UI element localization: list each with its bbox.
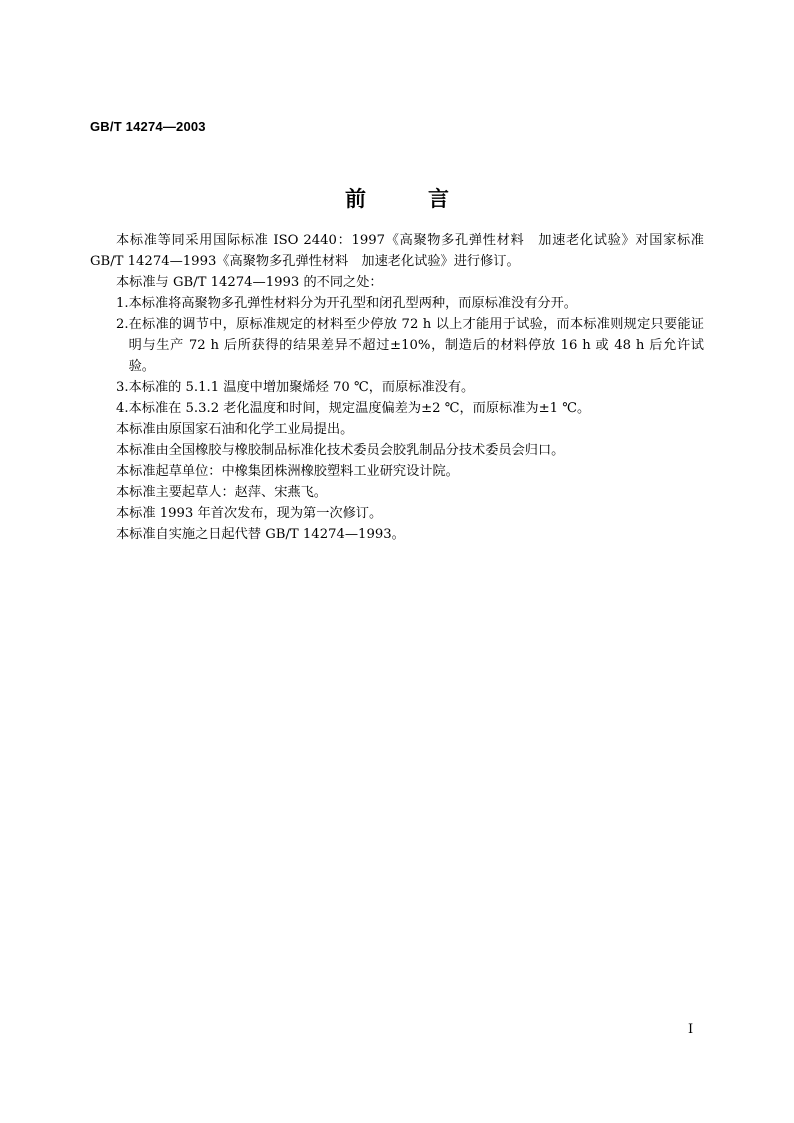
closing-paragraph: 本标准自实施之日起代替 GB/T 14274—1993。 bbox=[116, 527, 405, 542]
foreword-body bbox=[90, 230, 704, 545]
closing-paragraph: 本标准由原国家石油和化学工业局提出。 bbox=[116, 422, 354, 437]
intro-paragraph: 本标准等同采用国际标准 ISO 2440：1997《高聚物多孔弹性材料 加速老化试验》对国家标准GB/T 14274—1993《高聚物多孔弹性材料 加速老化试验》进行修订。 bbox=[90, 233, 704, 269]
intro-paragraph: 本标准与 GB/T 14274—1993 的不同之处： bbox=[116, 275, 383, 290]
page-title: 前言 bbox=[345, 186, 511, 211]
difference-item bbox=[90, 377, 704, 398]
page-number: I bbox=[688, 1022, 694, 1037]
closing-paragraph: 本标准由全国橡胶与橡胶制品标准化技术委员会胶乳制品分技术委员会归口。 bbox=[116, 443, 565, 458]
closing-paragraph: 本标准 1993 年首次发布，现为第一次修订。 bbox=[116, 506, 383, 521]
difference-number: 2. bbox=[116, 317, 129, 332]
difference-number: 3. bbox=[116, 380, 129, 395]
difference-item bbox=[90, 293, 704, 314]
difference-number: 4. bbox=[116, 401, 129, 416]
difference-text: 本标准将高聚物多孔弹性材料分为开孔型和闭孔型两种，而原标准没有分开。 bbox=[128, 296, 577, 311]
difference-text: 本标准的 5.1.1 温度中增加聚烯烃 70 ℃，而原标准没有。 bbox=[128, 380, 475, 395]
difference-item bbox=[90, 398, 704, 419]
difference-number: 1. bbox=[116, 296, 129, 311]
closing-paragraph: 本标准起草单位：中橡集团株洲橡胶塑料工业研究设计院。 bbox=[116, 464, 459, 479]
closing-paragraph: 本标准主要起草人：赵萍、宋燕飞。 bbox=[116, 485, 327, 500]
difference-text: 本标准在 5.3.2 老化温度和时间，规定温度偏差为±2 ℃，而原标准为±1 ℃。 bbox=[128, 401, 591, 416]
difference-item bbox=[90, 314, 704, 377]
standard-code: GB/T 14274—2003 bbox=[90, 119, 206, 134]
difference-text: 在标准的调节中，原标准规定的材料至少停放 72 h 以上才能用于试验，而本标准则规定只要能证明与生产 72 h 后所获得的结果差异不超过±10%，制造后的材料停放 16 h 或 48 h 后允许试验。 bbox=[128, 317, 704, 374]
